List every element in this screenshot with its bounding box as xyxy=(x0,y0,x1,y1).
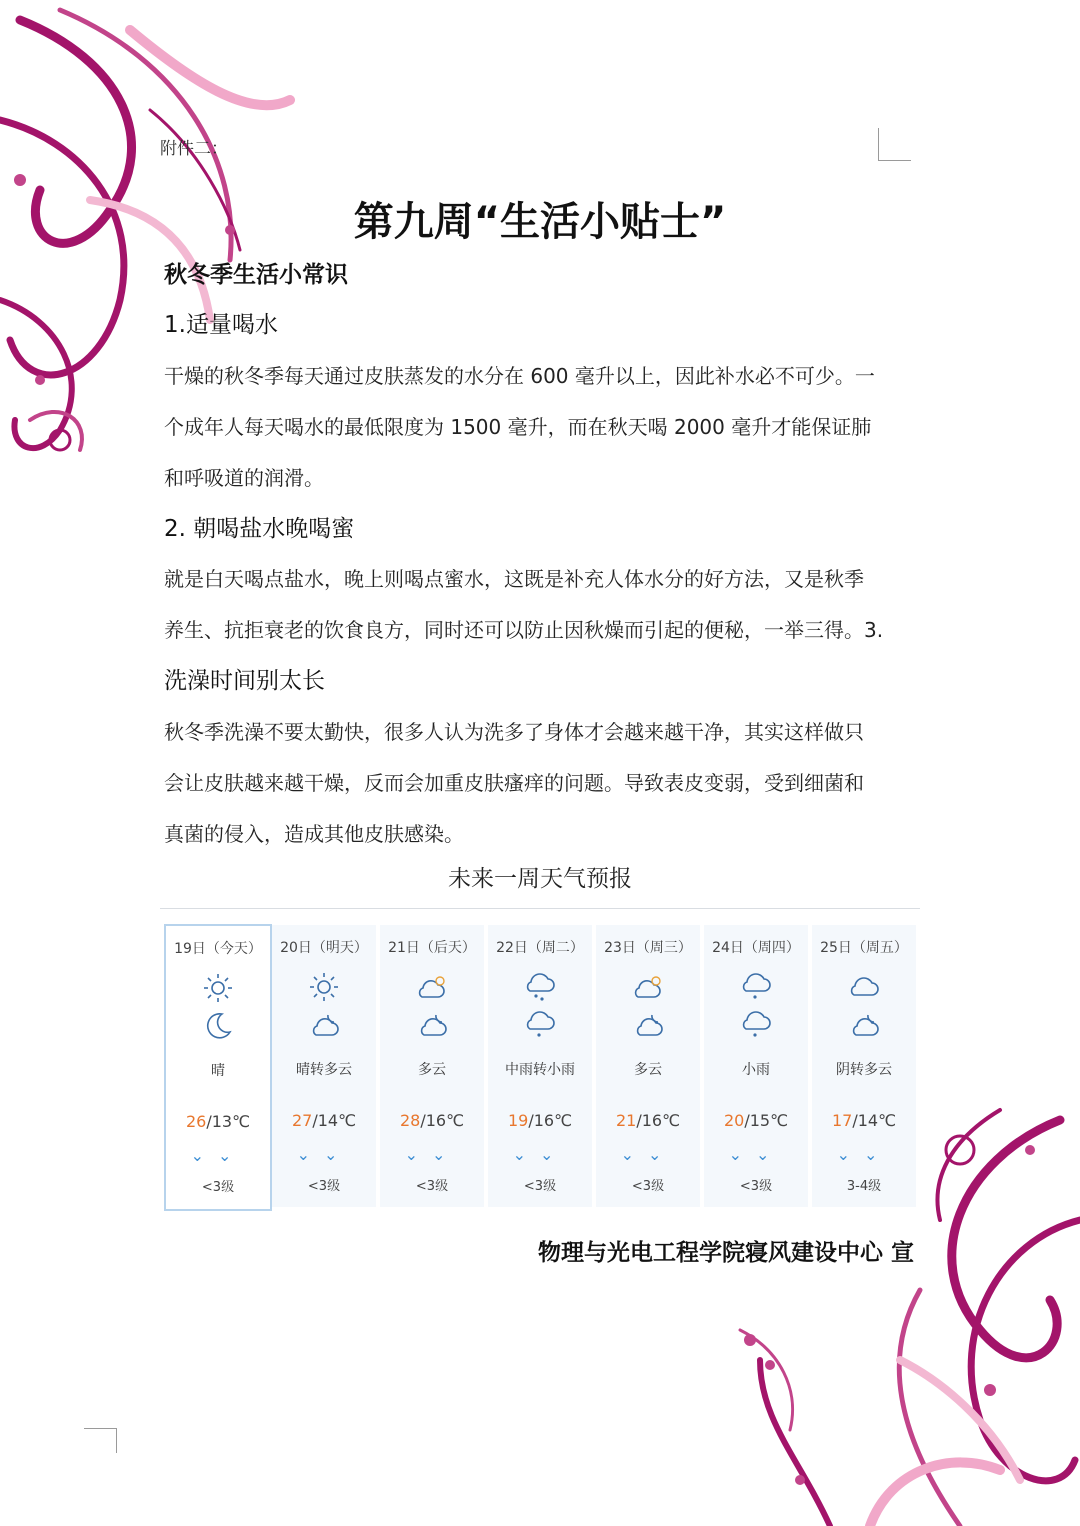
moon-icon xyxy=(200,1008,236,1044)
temp-low: /15℃ xyxy=(744,1111,789,1130)
forecast-day xyxy=(812,925,916,1207)
forecast-title: 未来一周天气预报 xyxy=(448,866,632,892)
forecast-temperature xyxy=(488,1111,592,1130)
footer-signature: 物理与光电工程学院寝风建设中心 宣 xyxy=(537,1240,914,1266)
rain-icon xyxy=(522,1007,558,1043)
forecast-temperature xyxy=(812,1111,916,1130)
temp-low: /14℃ xyxy=(312,1111,357,1130)
forecast-wind: <3级 xyxy=(631,1179,665,1194)
forecast-temperature xyxy=(704,1111,808,1130)
forecast-wind: 3-4级 xyxy=(846,1179,882,1194)
paragraph-line: 真菌的侵入，造成其他皮肤感染。 xyxy=(164,822,464,846)
forecast-condition: 晴转多云 xyxy=(296,1062,352,1078)
attachment-label: 附件二： xyxy=(160,139,228,159)
forecast-wind: <3级 xyxy=(201,1180,235,1195)
forecast-day xyxy=(272,925,376,1207)
forecast-wind: <3级 xyxy=(415,1179,449,1194)
wind-direction-icon: ⌄⌄ xyxy=(728,1145,784,1164)
forecast-temperature xyxy=(272,1111,376,1130)
temp-high: 26 xyxy=(185,1112,207,1131)
paragraph-line: 会让皮肤越来越干燥，反而会加重皮肤瘙痒的问题。导致表皮变弱，受到细菌和 xyxy=(164,771,864,795)
section-heading: 秋冬季生活小常识 xyxy=(164,262,348,288)
temp-low: /16℃ xyxy=(420,1111,465,1130)
partly-cloudy-icon xyxy=(414,969,450,1005)
temp-high: 20 xyxy=(723,1111,745,1130)
partly-cloudy-icon xyxy=(846,1007,882,1043)
sun-icon xyxy=(306,969,342,1005)
paragraph-line: 干燥的秋冬季每天通过皮肤蒸发的水分在 600 毫升以上，因此补水必不可少。一 xyxy=(164,364,875,388)
wind-direction-icon: ⌄⌄ xyxy=(620,1145,676,1164)
forecast-wind: <3级 xyxy=(739,1179,773,1194)
partly-cloudy-icon xyxy=(306,1007,342,1043)
rain-icon xyxy=(522,969,558,1005)
weather-forecast-panel xyxy=(160,908,920,1221)
paragraph-line: 个成年人每天喝水的最低限度为 1500 毫升，而在秋天喝 2000 毫升才能保证肺 xyxy=(164,415,872,439)
forecast-wind: <3级 xyxy=(307,1179,341,1194)
cloud-icon xyxy=(846,969,882,1005)
temp-low: /14℃ xyxy=(852,1111,897,1130)
wind-direction-icon: ⌄⌄ xyxy=(296,1145,352,1164)
tip1-heading: 1.适量喝水 xyxy=(164,312,278,338)
forecast-wind: <3级 xyxy=(523,1179,557,1194)
temp-high: 28 xyxy=(399,1111,421,1130)
forecast-date: 19日（今天） xyxy=(174,941,262,957)
partly-cloudy-icon xyxy=(414,1007,450,1043)
temp-high: 17 xyxy=(831,1111,853,1130)
temp-high: 21 xyxy=(615,1111,637,1130)
forecast-date: 23日（周三） xyxy=(604,940,692,956)
tip3-heading: 洗澡时间别太长 xyxy=(164,668,325,694)
wind-direction-icon: ⌄⌄ xyxy=(836,1145,892,1164)
forecast-day xyxy=(164,924,272,1211)
wind-direction-icon: ⌄⌄ xyxy=(512,1145,568,1164)
paragraph-line: 养生、抗拒衰老的饮食良方，同时还可以防止因秋燥而引起的便秘，一举三得。3. xyxy=(164,618,884,642)
partly-cloudy-icon xyxy=(630,969,666,1005)
corner-mark-bottom-left xyxy=(84,1428,117,1453)
forecast-condition: 小雨 xyxy=(742,1062,770,1078)
temp-high: 19 xyxy=(507,1111,529,1130)
forecast-temperature xyxy=(380,1111,484,1130)
forecast-date: 25日（周五） xyxy=(820,940,908,956)
tip2-heading: 2. 朝喝盐水晚喝蜜 xyxy=(164,516,355,542)
temp-high: 27 xyxy=(291,1111,313,1130)
forecast-condition: 多云 xyxy=(634,1062,662,1078)
corner-mark-top-right xyxy=(878,128,911,161)
forecast-day xyxy=(488,925,592,1207)
forecast-condition: 中雨转小雨 xyxy=(505,1062,575,1078)
forecast-date: 22日（周二） xyxy=(496,940,584,956)
sun-icon xyxy=(200,970,236,1006)
page-title: 第九周“生活小贴士” xyxy=(353,199,727,245)
rain-icon xyxy=(738,969,774,1005)
forecast-date: 20日（明天） xyxy=(280,940,368,956)
wind-direction-icon: ⌄⌄ xyxy=(404,1145,460,1164)
paragraph-line: 秋冬季洗澡不要太勤快，很多人认为洗多了身体才会越来越干净，其实这样做只 xyxy=(164,720,864,744)
forecast-condition: 多云 xyxy=(418,1062,446,1078)
temp-low: /13℃ xyxy=(206,1112,251,1131)
wind-direction-icon: ⌄⌄ xyxy=(190,1146,246,1165)
forecast-condition: 阴转多云 xyxy=(836,1062,892,1078)
forecast-day xyxy=(596,925,700,1207)
temp-low: /16℃ xyxy=(636,1111,681,1130)
paragraph-line: 就是白天喝点盐水，晚上则喝点蜜水，这既是补充人体水分的好方法，又是秋季 xyxy=(164,567,864,591)
forecast-temperature xyxy=(166,1112,270,1131)
forecast-day xyxy=(380,925,484,1207)
temp-low: /16℃ xyxy=(528,1111,573,1130)
forecast-temperature xyxy=(596,1111,700,1130)
partly-cloudy-icon xyxy=(630,1007,666,1043)
paragraph-line: 和呼吸道的润滑。 xyxy=(164,466,324,490)
forecast-day xyxy=(704,925,808,1207)
forecast-date: 21日（后天） xyxy=(388,940,476,956)
forecast-condition: 晴 xyxy=(211,1063,225,1079)
rain-icon xyxy=(738,1007,774,1043)
forecast-date: 24日（周四） xyxy=(712,940,800,956)
